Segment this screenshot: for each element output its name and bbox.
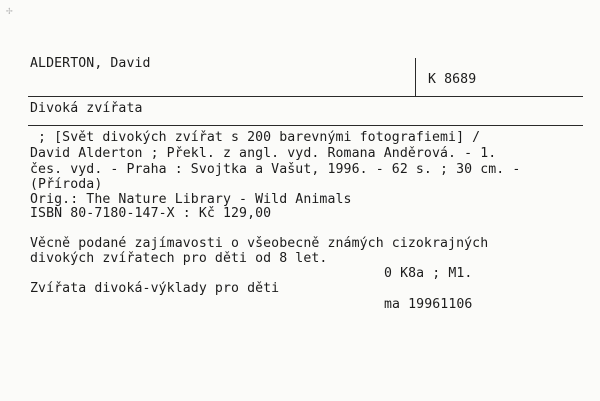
column-divider xyxy=(415,58,416,96)
classification-code: 0 K8a ; M1. xyxy=(384,266,473,281)
subject-heading: Zvířata divoká-výklady pro děti xyxy=(30,281,280,296)
call-number: K 8689 xyxy=(428,72,477,87)
author-heading: ALDERTON, David xyxy=(30,56,151,71)
record-code: ma 19961106 xyxy=(384,297,473,312)
header-rule xyxy=(28,96,583,97)
description-line: ; [Svět divokých zvířat s 200 barevnými fotografiemi] / xyxy=(30,130,481,145)
title-heading: Divoká zvířata xyxy=(30,101,143,116)
annotation-line: divokých zvířatech pro děti od 8 let. xyxy=(30,251,328,266)
description-line: David Alderton ; Překl. z angl. vyd. Romana Anděrová. - 1. xyxy=(30,146,497,161)
description-line: čes. vyd. - Praha : Svojtka a Vašut, 1996. - 62 s. ; 30 cm. - xyxy=(30,162,521,177)
description-line: (Příroda) xyxy=(30,177,103,192)
title-rule xyxy=(28,125,583,126)
original-title: Orig.: The Nature Library - Wild Animals xyxy=(30,192,352,207)
isbn-price: ISBN 80-7180-147-X : Kč 129,00 xyxy=(30,206,272,221)
corner-mark-icon: ✢ xyxy=(6,4,13,17)
annotation-line: Věcně podané zajímavosti o všeobecně známých cizokrajných xyxy=(30,236,489,251)
